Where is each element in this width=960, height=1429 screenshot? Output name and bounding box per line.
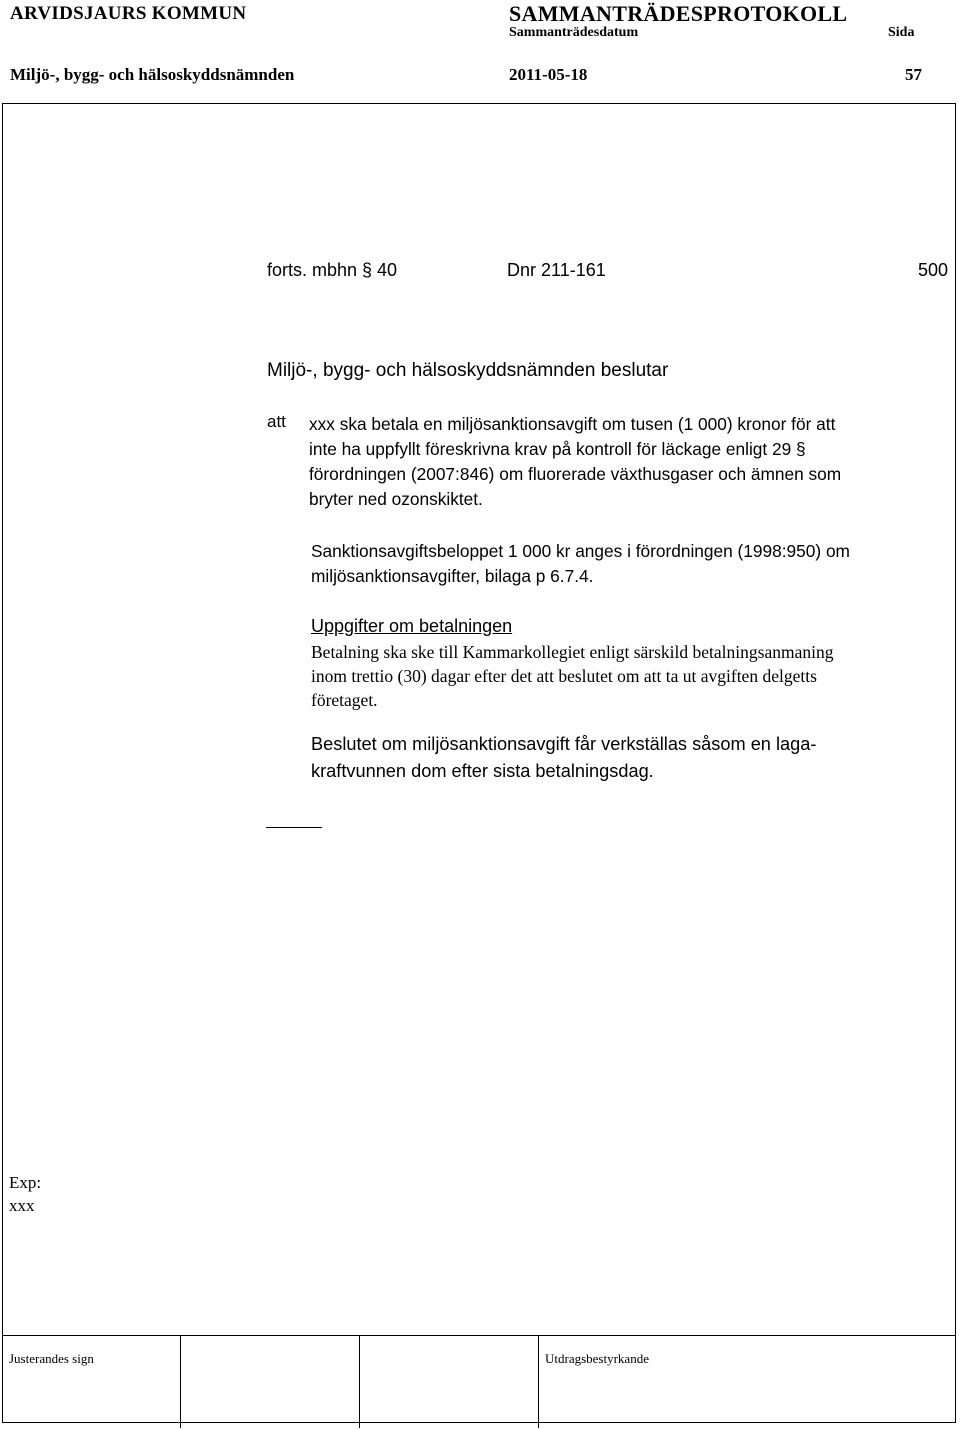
paragraph-line: förordningen (2007:846) om fluorerade växthusgaser och ämnen som: [309, 464, 842, 484]
page-label: Sida: [888, 25, 915, 40]
section-separator: [266, 827, 322, 828]
enforcement-paragraph: [311, 731, 816, 785]
signature-cell-divider: [180, 1335, 181, 1428]
paragraph-line: Beslutet om miljösanktionsavgift får verkställas såsom en laga-: [311, 734, 817, 754]
payment-heading: Uppgifter om betalningen: [311, 616, 513, 636]
signature-label: Justerandes sign: [9, 1351, 94, 1366]
organization-name: ARVIDSJAURS KOMMUN: [10, 3, 247, 24]
paragraph-line: inom trettio (30) dagar efter det att beslutet om att ta ut avgiften delgetts: [311, 666, 817, 686]
document-type: SAMMANTRÄDESPROTOKOLL: [509, 1, 848, 26]
paragraph-line: Sanktionsavgiftsbeloppet 1 000 kr anges i förordningen (1998:950) om: [311, 541, 850, 561]
section-reference: forts. mbhn § 40: [267, 260, 398, 280]
decision-paragraph: [309, 412, 841, 512]
meeting-date: 2011-05-18: [509, 65, 588, 84]
paragraph-line: inte ha uppfyllt föreskrivna krav på kontroll för läckage enligt 29 §: [309, 439, 806, 459]
diary-number: Dnr 211-161: [507, 260, 606, 280]
fee-amount-paragraph: [311, 539, 850, 589]
paragraph-line: xxx ska betala en miljösanktionsavgift om tusen (1 000) kronor för att: [309, 414, 836, 434]
committee-name: Miljö-, bygg- och hälsoskyddsnämnden: [10, 65, 295, 84]
decision-heading: Miljö-, bygg- och hälsoskyddsnämnden beslutar: [267, 360, 669, 381]
payment-paragraph: [311, 640, 833, 712]
meeting-date-label: Sammanträdesdatum: [509, 25, 639, 40]
page-number: 57: [905, 65, 922, 84]
signature-cell-divider: [359, 1335, 360, 1428]
extract-certification-label: Utdragsbestyrkande: [545, 1351, 649, 1366]
signature-cell-divider: [538, 1335, 539, 1428]
att-label: att: [267, 412, 286, 431]
paragraph-line: miljösanktionsavgifter, bilaga p 6.7.4.: [311, 566, 594, 586]
expedition-label: Exp:: [9, 1173, 42, 1192]
paragraph-line: Betalning ska ske till Kammarkollegiet enligt särskild betalningsanmaning: [311, 642, 834, 662]
paragraph-line: företaget.: [311, 690, 378, 710]
paragraph-line: kraftvunnen dom efter sista betalningsdag.: [311, 761, 654, 781]
footer-divider: [2, 1335, 956, 1336]
expedition-recipient: xxx: [9, 1196, 35, 1215]
paragraph-line: bryter ned ozonskiktet.: [309, 489, 483, 509]
archive-code: 500: [918, 260, 949, 280]
